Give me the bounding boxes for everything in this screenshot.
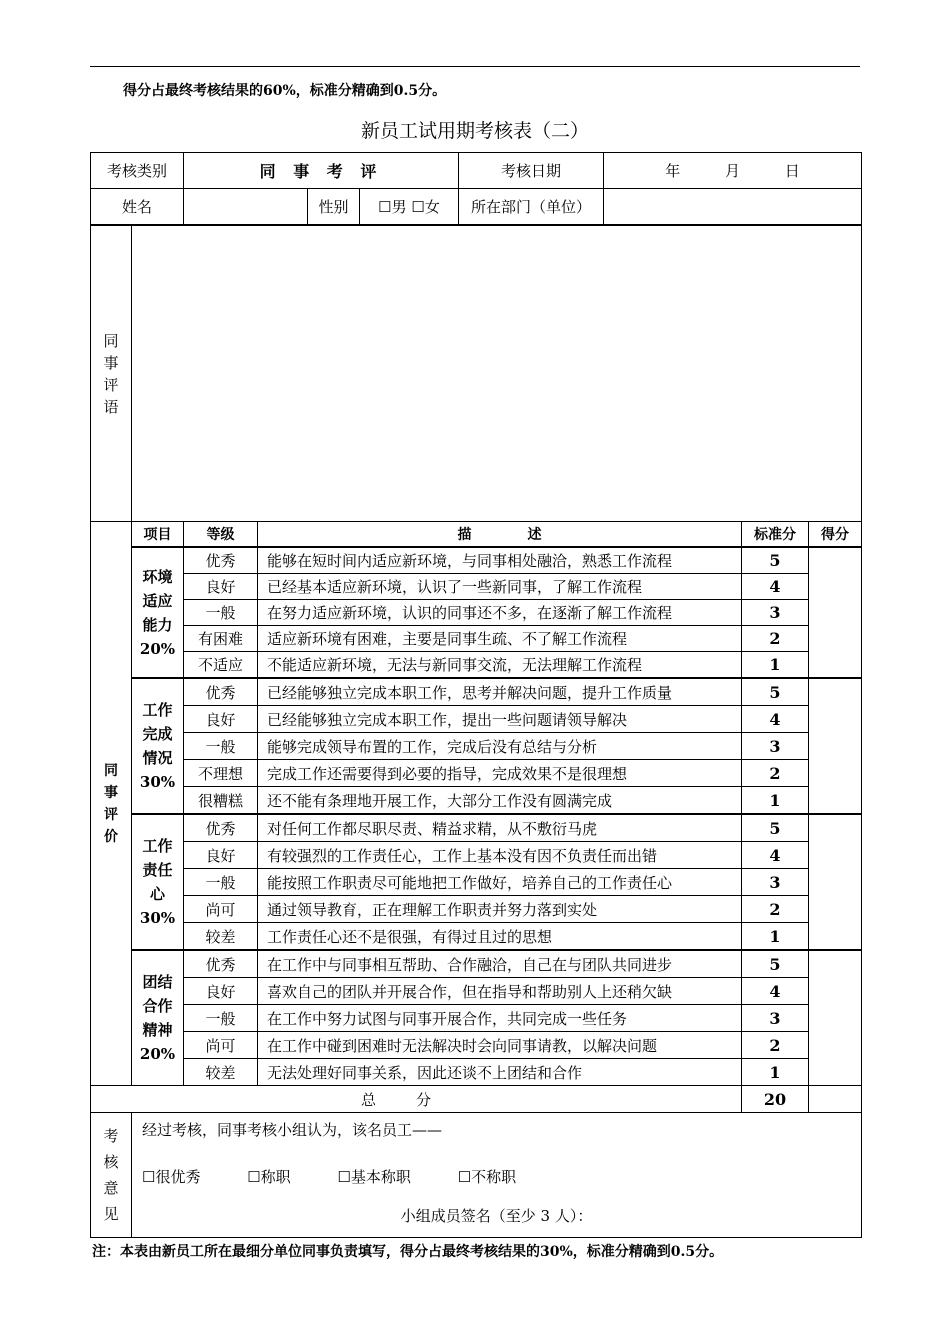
table-row [91, 600, 862, 626]
eval-header-row [91, 522, 862, 548]
opinion-area [132, 1113, 862, 1238]
name-field[interactable] [184, 189, 308, 225]
score-field[interactable] [809, 950, 862, 1086]
description-cell: 能够在短时间内适应新环境，与同事相处融洽，熟悉工作流程 [258, 547, 742, 574]
description-cell: 无法处理好同事关系，因此还谈不上团结和合作 [258, 1059, 742, 1086]
standard-score-cell: 1 [742, 652, 809, 679]
standard-score-cell: 2 [742, 760, 809, 787]
table-row [91, 733, 862, 760]
evaluation-table [90, 225, 862, 1238]
option-excellent[interactable]: ☐很优秀 [142, 1168, 201, 1186]
standard-score-cell: 5 [742, 678, 809, 706]
date-month: 月 [725, 162, 741, 180]
grade-cell: 较差 [184, 1059, 258, 1086]
description-cell: 在工作中碰到困难时无法解决时会向同事请教，以解决问题 [258, 1032, 742, 1059]
standard-score-cell: 4 [742, 706, 809, 733]
score-field[interactable] [809, 547, 862, 678]
opinion-options [142, 1166, 851, 1187]
col-item: 项目 [132, 522, 184, 548]
standard-score-cell: 2 [742, 896, 809, 923]
comment-label: 同 事 评 语 [91, 226, 132, 522]
table-row [91, 678, 862, 706]
col-std: 标准分 [742, 522, 809, 548]
description-cell: 还不能有条理地开展工作，大部分工作没有圆满完成 [258, 787, 742, 815]
table-row [91, 950, 862, 978]
header-table [90, 152, 862, 225]
description-cell: 喜欢自己的团队并开展合作，但在指导和帮助别人上还稍欠缺 [258, 978, 742, 1005]
grade-cell: 良好 [184, 978, 258, 1005]
category-value: 同 事 考 评 [184, 153, 459, 189]
opinion-label: 考 核 意 见 [91, 1113, 132, 1238]
total-label: 总分 [91, 1086, 742, 1113]
description-cell: 已经能够独立完成本职工作，思考并解决问题，提升工作质量 [258, 678, 742, 706]
category-label: 考核类别 [91, 153, 184, 189]
description-cell: 在努力适应新环境，认识的同事还不多，在逐渐了解工作流程 [258, 600, 742, 626]
section-name: 工作 完成 情况 30% [132, 678, 184, 814]
table-row [91, 547, 862, 574]
table-row [91, 923, 862, 951]
table-row [91, 787, 862, 815]
standard-score-cell: 2 [742, 1032, 809, 1059]
table-row [91, 760, 862, 787]
standard-score-cell: 4 [742, 574, 809, 600]
signature-line: 小组成员签名（至少 3 人）： [400, 1207, 593, 1225]
table-row [91, 896, 862, 923]
standard-score-cell: 1 [742, 923, 809, 951]
table-row [91, 842, 862, 869]
total-score-field[interactable] [809, 1086, 862, 1113]
table-row [91, 869, 862, 896]
table-row [91, 706, 862, 733]
section-name: 环境 适应 能力 20% [132, 547, 184, 678]
standard-score-cell: 3 [742, 1005, 809, 1032]
gender-options[interactable]: ☐男 ☐女 [360, 189, 459, 225]
table-row [91, 1005, 862, 1032]
opinion-intro: 经过考核，同事考核小组认为，该名员工—— [142, 1121, 443, 1139]
standard-score-cell: 5 [742, 814, 809, 842]
score-field[interactable] [809, 678, 862, 814]
grade-cell: 不理想 [184, 760, 258, 787]
dept-field[interactable] [604, 189, 862, 225]
table-row [91, 626, 862, 652]
grade-cell: 优秀 [184, 814, 258, 842]
standard-score-cell: 4 [742, 978, 809, 1005]
grade-cell: 一般 [184, 733, 258, 760]
grade-cell: 一般 [184, 869, 258, 896]
gender-label: 性别 [308, 189, 360, 225]
standard-score-cell: 5 [742, 547, 809, 574]
section-name: 工作 责任 心 30% [132, 814, 184, 950]
comment-row [91, 226, 862, 522]
grade-cell: 优秀 [184, 950, 258, 978]
description-cell: 对任何工作都尽职尽责、精益求精，从不敷衍马虎 [258, 814, 742, 842]
table-row [91, 1032, 862, 1059]
grade-cell: 一般 [184, 1005, 258, 1032]
standard-score-cell: 3 [742, 600, 809, 626]
description-cell: 已经能够独立完成本职工作，提出一些问题请领导解决 [258, 706, 742, 733]
option-incompetent[interactable]: ☐不称职 [457, 1168, 517, 1186]
table-row [91, 1059, 862, 1086]
grade-cell: 较差 [184, 923, 258, 951]
grade-cell: 有困难 [184, 626, 258, 652]
standard-score-cell: 4 [742, 842, 809, 869]
date-day: 日 [784, 162, 800, 180]
standard-score-cell: 3 [742, 869, 809, 896]
grade-cell: 尚可 [184, 896, 258, 923]
total-value: 20 [742, 1086, 809, 1113]
date-year: 年 [665, 162, 681, 180]
standard-score-cell: 2 [742, 626, 809, 652]
description-cell: 工作责任心还不是很强，有得过且过的思想 [258, 923, 742, 951]
grade-cell: 不适应 [184, 652, 258, 679]
comment-area[interactable] [132, 226, 862, 522]
standard-score-cell: 1 [742, 787, 809, 815]
header-row-person [91, 189, 862, 225]
description-cell: 完成工作还需要得到必要的指导，完成效果不是很理想 [258, 760, 742, 787]
grade-cell: 很糟糕 [184, 787, 258, 815]
date-field[interactable] [604, 153, 862, 189]
grade-cell: 良好 [184, 842, 258, 869]
name-label: 姓名 [91, 189, 184, 225]
standard-score-cell: 3 [742, 733, 809, 760]
total-row [91, 1086, 862, 1113]
opinion-row [91, 1113, 862, 1238]
dept-label: 所在部门（单位） [459, 189, 604, 225]
grade-cell: 优秀 [184, 547, 258, 574]
footnote: 注：本表由新员工所在最细分单位同事负责填写，得分占最终考核结果的30%，标准分精确到0.5分。 [92, 1244, 724, 1260]
form-title: 新员工试用期考核表（二） [360, 120, 589, 142]
grade-cell: 良好 [184, 574, 258, 600]
option-competent[interactable]: ☐称职 [247, 1168, 291, 1186]
score-field[interactable] [809, 814, 862, 950]
description-cell: 能够完成领导布置的工作，完成后没有总结与分析 [258, 733, 742, 760]
standard-score-cell: 5 [742, 950, 809, 978]
table-row [91, 814, 862, 842]
grade-cell: 一般 [184, 600, 258, 626]
description-cell: 在工作中与同事相互帮助、合作融洽，自己在与团队共同进步 [258, 950, 742, 978]
top-note: 得分占最终考核结果的60%，标准分精确到0.5分。 [123, 83, 447, 99]
date-label: 考核日期 [459, 153, 604, 189]
option-basic[interactable]: ☐基本称职 [337, 1168, 411, 1186]
description-cell: 适应新环境有困难，主要是同事生疏、不了解工作流程 [258, 626, 742, 652]
grade-cell: 良好 [184, 706, 258, 733]
grade-cell: 尚可 [184, 1032, 258, 1059]
description-cell: 能按照工作职责尽可能地把工作做好，培养自己的工作责任心 [258, 869, 742, 896]
col-grade: 等级 [184, 522, 258, 548]
description-cell: 通过领导教育，正在理解工作职责并努力落到实处 [258, 896, 742, 923]
table-row [91, 574, 862, 600]
header-row-category [91, 153, 862, 189]
top-rule [90, 66, 860, 67]
description-cell: 在工作中努力试图与同事开展合作，共同完成一些任务 [258, 1005, 742, 1032]
col-desc: 描 述 [258, 522, 742, 548]
description-cell: 有较强烈的工作责任心，工作上基本没有因不负责任而出错 [258, 842, 742, 869]
eval-label: 同 事 评 价 [91, 522, 132, 1086]
col-score: 得分 [809, 522, 862, 548]
section-name: 团结 合作 精神 20% [132, 950, 184, 1086]
description-cell: 已经基本适应新环境，认识了一些新同事，了解工作流程 [258, 574, 742, 600]
table-row [91, 652, 862, 679]
description-cell: 不能适应新环境，无法与新同事交流，无法理解工作流程 [258, 652, 742, 679]
standard-score-cell: 1 [742, 1059, 809, 1086]
table-row [91, 978, 862, 1005]
grade-cell: 优秀 [184, 678, 258, 706]
